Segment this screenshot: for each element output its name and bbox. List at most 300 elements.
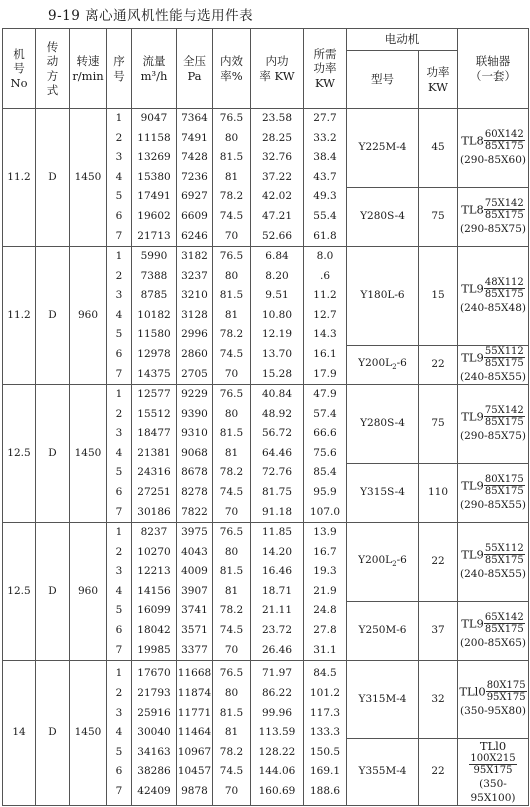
header-motor: 电动机 [347, 29, 458, 51]
inner-value: 52.66 [261, 229, 293, 242]
flow-value: 17491 [137, 190, 171, 203]
pressure-value: 10457 [177, 765, 212, 778]
motor-power-cell: 75 [419, 385, 458, 464]
seq-column [107, 109, 132, 247]
req-column [304, 661, 347, 806]
seq-value: 6 [115, 765, 123, 778]
motor-model-text: Y225M-4 [358, 141, 407, 154]
pressure-value: 10967 [177, 745, 212, 758]
table-row [3, 523, 529, 602]
inner-value: 18.71 [261, 584, 293, 597]
eff-value: 70 [224, 229, 239, 242]
pressure-value: 11464 [177, 726, 212, 739]
inner-value: 160.69 [258, 784, 296, 797]
pressure-value: 3210 [181, 289, 208, 302]
motor-model-cell [347, 187, 419, 246]
speed-cell: 1450 [70, 109, 107, 247]
eff-value: 74.5 [219, 209, 244, 222]
coupling-spec: (290-85X75) [460, 429, 526, 442]
inner-value: 128.22 [258, 745, 296, 758]
req-value: 75.6 [313, 446, 337, 459]
eff-value: 80 [224, 687, 239, 699]
flow-value: 15380 [137, 170, 171, 183]
eff-value: 70 [224, 367, 239, 380]
pressure-value: 3377 [181, 643, 208, 656]
req-value: 12.7 [313, 308, 337, 321]
motor-power-cell: 22 [419, 523, 458, 602]
coupling-spec: (350-95X100) [470, 778, 516, 804]
motor-model-cell [347, 661, 419, 739]
header-pressure: 全压 Pa [177, 29, 213, 109]
req-value: 57.4 [313, 407, 337, 420]
eff-value: 81 [224, 170, 239, 183]
coupling-type: TL9 [461, 478, 484, 493]
pressure-value: 4043 [181, 545, 208, 558]
flow-value: 19602 [137, 209, 171, 222]
req-value: 21.9 [313, 584, 337, 597]
coupling-spec: (290-85X75) [460, 222, 526, 235]
seq-value: 3 [115, 289, 123, 302]
drive-cell: D [36, 109, 70, 247]
seq-value: 6 [115, 623, 123, 636]
seq-value: 5 [115, 466, 123, 479]
flow-value: 12577 [137, 388, 171, 401]
inner-value: 71.97 [261, 667, 293, 680]
pressure-value: 2705 [181, 367, 208, 380]
inner-value: 11.85 [261, 526, 293, 539]
eff-value: 81 [224, 584, 239, 597]
motor-model-text: Y280S-4 [360, 210, 405, 223]
motor-model-cell [347, 523, 419, 602]
header-inner-power: 内功 率 KW [251, 29, 304, 109]
fan-performance-table [2, 28, 529, 806]
flow-value: 19985 [137, 643, 171, 656]
seq-value: 7 [115, 505, 123, 518]
pressure-value: 9878 [181, 784, 208, 797]
pressure-value: 7236 [181, 170, 208, 183]
inner-value: 9.51 [265, 289, 289, 302]
flow-value: 12978 [137, 347, 171, 360]
eff-value: 81.5 [219, 706, 244, 719]
eff-value: 76.5 [219, 388, 244, 401]
eff-column [213, 247, 251, 385]
coupling-type: TL9 [461, 616, 484, 631]
req-value: 8.0 [316, 250, 334, 263]
flow-value: 25916 [137, 706, 171, 719]
pressure-value: 3182 [181, 250, 208, 263]
eff-value: 74.5 [219, 347, 244, 360]
eff-column [213, 109, 251, 247]
pressure-value: 2996 [181, 328, 208, 341]
seq-value: 3 [115, 151, 123, 164]
seq-value: 1 [115, 667, 123, 680]
inner-value: 40.84 [261, 388, 293, 401]
seq-column [107, 523, 132, 661]
seq-value: 6 [115, 347, 123, 360]
table-row [3, 385, 529, 464]
motor-model-cell [347, 463, 419, 522]
seq-value: 1 [115, 112, 123, 125]
coupling-type: TL9 [461, 409, 484, 424]
inner-column [251, 109, 304, 247]
req-value: 49.3 [313, 190, 337, 203]
pressure-value: 6246 [181, 229, 208, 242]
coupling-cell [458, 523, 529, 602]
eff-value: 81 [224, 726, 239, 739]
inner-value: 26.46 [261, 643, 293, 656]
coupling-cell [458, 109, 529, 188]
pressure-column [177, 247, 213, 385]
drive-cell: D [36, 385, 70, 523]
flow-value: 24316 [137, 466, 171, 479]
coupling-fraction [484, 198, 525, 221]
seq-value: 2 [115, 407, 123, 420]
motor-model-text: Y315M-4 [358, 692, 407, 705]
req-value: 17.9 [313, 367, 337, 380]
coupling-denominator: 85X175 [484, 623, 524, 635]
pressure-value: 8678 [181, 466, 208, 479]
req-value: 95.9 [313, 485, 337, 498]
seq-value: 3 [115, 427, 123, 440]
req-value: 85.4 [313, 466, 337, 479]
coupling-numerator: 60X142 [484, 128, 524, 140]
seq-value: 7 [115, 229, 123, 242]
eff-value: 81 [224, 308, 239, 321]
req-value: 66.6 [313, 427, 337, 440]
coupling-numerator: 75X142 [484, 197, 524, 209]
pressure-value: 6609 [181, 209, 208, 222]
coupling-numerator: 55X112 [484, 542, 524, 554]
coupling-denominator: 95X175 [473, 765, 513, 777]
seq-value: 6 [115, 485, 123, 498]
req-value: 150.5 [309, 745, 341, 758]
flow-value: 18477 [137, 427, 171, 440]
flow-value: 7388 [140, 269, 168, 282]
flow-value: 30186 [137, 505, 171, 518]
motor-power-cell: 37 [419, 601, 458, 660]
pressure-column [177, 109, 213, 247]
req-value: 27.8 [313, 623, 337, 636]
seq-value: 1 [115, 250, 123, 263]
seq-value: 5 [115, 745, 123, 758]
header-efficiency: 内效 率% [213, 29, 251, 109]
coupling-cell [458, 345, 529, 384]
pressure-value: 3907 [181, 584, 208, 597]
req-value: 31.1 [313, 643, 337, 656]
req-column [304, 109, 347, 247]
flow-value: 38286 [137, 765, 171, 778]
motor-power-cell: 22 [419, 345, 458, 384]
eff-value: 76.5 [219, 526, 244, 539]
flow-value: 30040 [137, 726, 171, 739]
inner-value: 113.59 [258, 726, 296, 739]
pressure-column [177, 661, 213, 806]
flow-value: 9047 [140, 112, 168, 125]
seq-value: 2 [115, 545, 123, 558]
coupling-numerator: 80X175 [486, 680, 526, 692]
eff-value: 80 [224, 545, 239, 558]
req-value: .6 [319, 269, 331, 282]
inner-column [251, 385, 304, 523]
motor-model-cell [347, 247, 419, 346]
seq-value: 4 [115, 726, 123, 739]
coupling-fraction [484, 277, 525, 300]
pressure-value: 3571 [181, 623, 208, 636]
flow-value: 27251 [137, 485, 171, 498]
motor-power-cell: 75 [419, 187, 458, 246]
inner-value: 91.18 [261, 505, 293, 518]
coupling-cell [458, 247, 529, 346]
req-value: 16.1 [313, 347, 337, 360]
eff-value: 78.2 [219, 466, 244, 479]
coupling-numerator: 55X112 [484, 345, 524, 357]
flow-value: 11580 [137, 328, 171, 341]
eff-value: 76.5 [219, 250, 244, 263]
eff-value: 81.5 [219, 427, 244, 440]
motor-model-text: Y280S-4 [360, 417, 405, 430]
motor-model-cell [347, 109, 419, 188]
inner-value: 13.70 [261, 347, 293, 360]
flow-value: 12213 [137, 565, 171, 578]
seq-value: 4 [115, 170, 123, 183]
seq-value: 5 [115, 604, 123, 617]
machine-no-cell: 11.2 [3, 109, 36, 247]
inner-value: 23.72 [261, 623, 293, 636]
coupling-denominator: 85X175 [484, 209, 524, 221]
inner-column [251, 247, 304, 385]
motor-model-text: $Y200L_2-6$ [358, 357, 407, 372]
coupling-denominator: 85X175 [484, 288, 524, 300]
flow-value: 13269 [137, 151, 171, 164]
inner-value: 144.06 [258, 765, 296, 778]
req-value: 33.2 [313, 131, 337, 144]
coupling-denominator: 95X175 [486, 692, 526, 704]
motor-power-cell: 32 [419, 661, 458, 739]
motor-model-text: Y315S-4 [360, 486, 405, 499]
coupling-spec: (290-85X55) [460, 498, 526, 511]
coupling-denominator: 85X175 [484, 485, 524, 497]
flow-value: 42409 [137, 784, 171, 797]
flow-value: 18042 [137, 623, 171, 636]
seq-value: 3 [115, 706, 123, 719]
req-value: 188.6 [309, 784, 341, 797]
coupling-numerator: 100X215 [470, 753, 516, 765]
flow-value: 10270 [137, 545, 171, 558]
req-column [304, 247, 347, 385]
header-drive: 传 动 方 式 [36, 29, 70, 109]
flow-value: 21713 [137, 229, 171, 242]
coupling-fraction [469, 753, 516, 776]
eff-value: 81 [224, 446, 239, 459]
req-value: 43.7 [313, 170, 337, 183]
speed-cell: 1450 [70, 661, 107, 806]
coupling-type: TLl0 [459, 684, 486, 699]
pressure-value: 9310 [181, 427, 208, 440]
flow-value: 8785 [140, 289, 168, 302]
seq-column [107, 661, 132, 806]
inner-value: 86.22 [261, 687, 293, 699]
eff-value: 78.2 [219, 328, 244, 341]
req-value: 117.3 [309, 706, 341, 719]
flow-column [132, 109, 177, 247]
eff-value: 74.5 [219, 485, 244, 498]
coupling-denominator: 85X175 [484, 140, 524, 152]
pressure-value: 2860 [181, 347, 208, 360]
pressure-value: 11668 [177, 667, 212, 680]
header-coupling: 联轴器 （一套） [458, 29, 529, 109]
pressure-value: 11874 [177, 687, 212, 699]
flow-value: 14375 [137, 367, 171, 380]
coupling-numerator: 65X142 [484, 611, 524, 623]
machine-no-cell: 12.5 [3, 523, 36, 661]
header-motor-model: 型号 [347, 51, 419, 109]
req-value: 13.9 [313, 526, 337, 539]
seq-value: 2 [115, 269, 123, 282]
drive-cell: D [36, 661, 70, 806]
coupling-numerator: 80X175 [484, 473, 524, 485]
seq-value: 4 [115, 308, 123, 321]
header-seq: 序 号 [107, 29, 132, 109]
req-value: 133.3 [309, 726, 341, 739]
inner-value: 12.19 [261, 328, 293, 341]
inner-value: 72.76 [261, 466, 293, 479]
machine-no-cell: 11.2 [3, 247, 36, 385]
seq-value: 2 [115, 687, 123, 699]
drive-cell: D [36, 247, 70, 385]
coupling-type: TL8 [461, 133, 484, 148]
pressure-value: 4009 [181, 565, 208, 578]
coupling-denominator: 85X175 [484, 357, 524, 369]
seq-column [107, 247, 132, 385]
inner-column [251, 661, 304, 806]
page-title: 9-19 离心通风机性能与选用件表 [48, 8, 254, 24]
coupling-spec: (350-95X80) [460, 705, 526, 718]
pressure-value: 9068 [181, 446, 208, 459]
req-value: 24.8 [313, 604, 337, 617]
motor-model-text: Y180L-6 [360, 289, 405, 302]
eff-value: 81.5 [219, 565, 244, 578]
eff-value: 70 [224, 784, 239, 797]
inner-value: 28.25 [261, 131, 293, 144]
seq-value: 4 [115, 584, 123, 597]
header-motor-power: 功率 KW [419, 51, 458, 109]
coupling-type: TL8 [461, 202, 484, 217]
flow-value: 21793 [137, 687, 171, 699]
inner-value: 6.84 [265, 250, 289, 263]
speed-cell: 960 [70, 523, 107, 661]
inner-column [251, 523, 304, 661]
flow-value: 11158 [137, 131, 171, 144]
eff-value: 81.5 [219, 289, 244, 302]
header-machine-no: 机 号 No [3, 29, 36, 109]
inner-value: 48.92 [261, 407, 293, 420]
pressure-column [177, 523, 213, 661]
req-value: 14.3 [313, 328, 337, 341]
pressure-value: 11771 [177, 706, 212, 719]
header-flow: 流量 m³/h [132, 29, 177, 109]
seq-value: 1 [115, 526, 123, 539]
pressure-value: 7364 [181, 112, 208, 125]
eff-value: 74.5 [219, 623, 244, 636]
table-row [3, 247, 529, 346]
coupling-fraction [484, 405, 525, 428]
speed-cell: 1450 [70, 385, 107, 523]
eff-column [213, 523, 251, 661]
inner-value: 15.28 [261, 367, 293, 380]
flow-value: 15512 [137, 407, 171, 420]
flow-value: 5990 [140, 250, 168, 263]
coupling-cell [458, 739, 529, 806]
eff-value: 81.5 [219, 151, 244, 164]
pressure-value: 3237 [181, 269, 208, 282]
header-speed: 转速 r/min [70, 29, 107, 109]
coupling-spec: (290-85X60) [460, 153, 526, 166]
req-value: 55.4 [313, 209, 337, 222]
table-row [3, 109, 529, 188]
coupling-type: TL9 [461, 350, 484, 365]
coupling-denominator: 85X175 [484, 554, 524, 566]
motor-model-text: Y250M-6 [358, 624, 407, 637]
pressure-value: 3975 [181, 526, 208, 539]
flow-column [132, 523, 177, 661]
req-value: 27.7 [313, 112, 337, 125]
seq-value: 5 [115, 328, 123, 341]
motor-power-cell: 22 [419, 739, 458, 806]
req-value: 19.3 [313, 565, 337, 578]
motor-power-cell: 15 [419, 247, 458, 346]
coupling-fraction [484, 612, 525, 635]
coupling-fraction [484, 543, 525, 566]
pressure-value: 9229 [181, 388, 208, 401]
coupling-fraction [486, 680, 527, 703]
req-value: 107.0 [309, 505, 341, 518]
req-column [304, 523, 347, 661]
eff-value: 76.5 [219, 112, 244, 125]
seq-value: 3 [115, 565, 123, 578]
req-column [304, 385, 347, 523]
motor-model-cell [347, 345, 419, 384]
req-value: 16.7 [313, 545, 337, 558]
seq-value: 5 [115, 190, 123, 203]
req-value: 38.4 [313, 151, 337, 164]
flow-value: 17670 [137, 667, 171, 680]
motor-model-text: Y355M-4 [358, 765, 407, 778]
inner-value: 21.11 [261, 604, 293, 617]
req-value: 47.9 [313, 388, 337, 401]
coupling-type: TL9 [461, 547, 484, 562]
seq-value: 4 [115, 446, 123, 459]
motor-model-cell [347, 601, 419, 660]
coupling-spec: (240-85X48) [460, 301, 526, 314]
table-row [3, 661, 529, 739]
coupling-cell [458, 463, 529, 522]
motor-model-text: $Y200L_2-6$ [358, 554, 407, 569]
eff-value: 70 [224, 643, 239, 656]
req-value: 11.2 [313, 289, 337, 302]
eff-value: 70 [224, 505, 239, 518]
req-value: 169.1 [309, 765, 341, 778]
seq-column [107, 385, 132, 523]
inner-value: 37.22 [261, 170, 293, 183]
flow-value: 34163 [137, 745, 171, 758]
inner-value: 8.20 [265, 269, 289, 282]
eff-value: 76.5 [219, 667, 244, 680]
coupling-type: TLl0 [479, 739, 507, 753]
coupling-numerator: 48X112 [484, 276, 524, 288]
req-value: 101.2 [309, 687, 341, 699]
inner-value: 47.21 [261, 209, 293, 222]
coupling-type: TL9 [461, 281, 484, 296]
